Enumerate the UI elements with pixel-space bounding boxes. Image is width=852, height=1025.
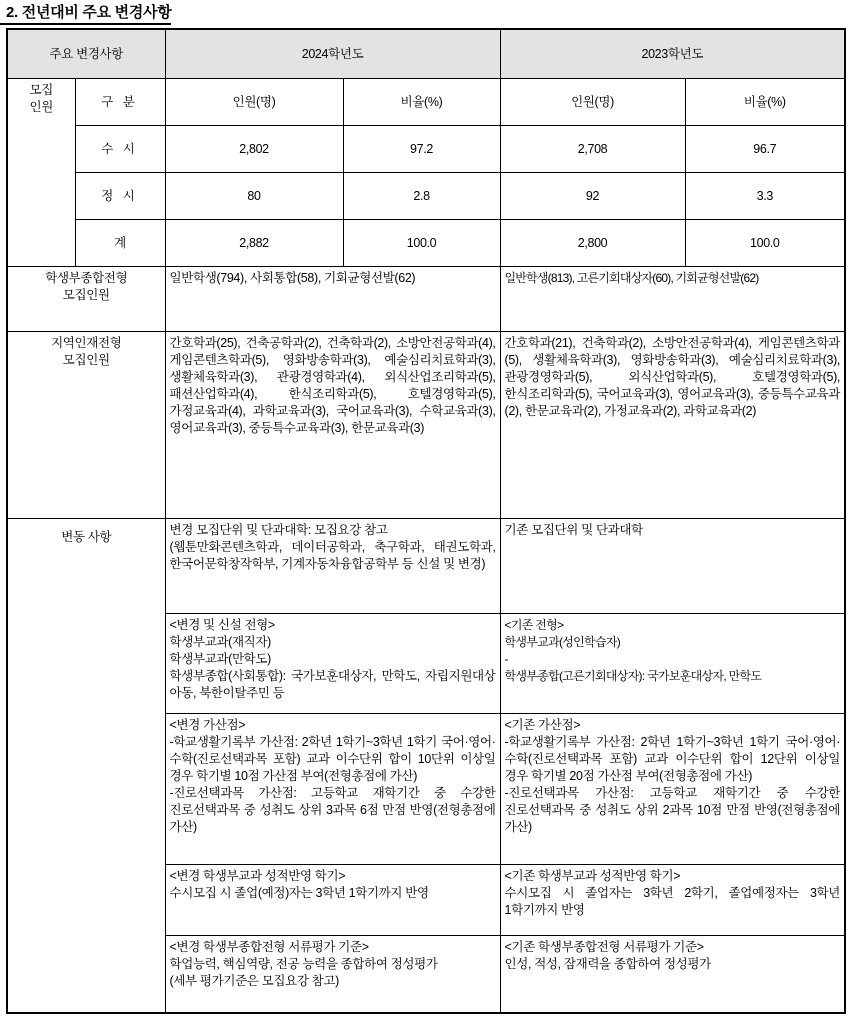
- quota-row-label-0: 수 시: [75, 126, 165, 173]
- subheader-old-ratio: 비율(%): [685, 79, 845, 126]
- quota-new-count-0: 2,802: [165, 126, 343, 173]
- local-talent-new-value: 간호학과(25), 건축공학과(2), 건축학과(2), 소방안전공학과(4), 게임콘텐츠학과(5), 영화방송학과(3), 예술심리치료학과(3), 생활체육학과(3), 관광경영학과(4), 외식산업조리학과(5), 패션산업학과(4), 한식조리학과(5), 호텔경영학과(5), 가정교육과(4), 과학교육과(3), 국어교육과(3), 수학교육과(3), 영어교육과(3), 중등특수교육과(3), 한문교육과(3): [165, 332, 500, 519]
- table-header-row: [7, 29, 845, 79]
- changes-new-0: 변경 모집단위 및 단과대학: 모집요강 참고 (웹툰만화콘텐츠학과, 데이터공학과, 축구학과, 태권도학과, 한국어문학창작학부, 기계자동차융합공학부 등 신설 및 변경): [165, 519, 500, 614]
- comprehensive-old-value: 일반학생(813), 고른기회대상자(60), 기회균형선발(62): [500, 267, 845, 332]
- changes-old-4: <기존 학생부종합전형 서류평가 기준> 인성, 적성, 잠재력을 종합하여 정성평가: [500, 936, 845, 1014]
- subheader-new-count: 인원(명): [165, 79, 343, 126]
- quota-old-count-1: 92: [500, 173, 685, 220]
- quota-old-ratio-0: 96.7: [685, 126, 845, 173]
- local-talent-old-value: 간호학과(21), 건축학과(2), 소방안전공학과(4), 게임콘텐츠학과(5), 생활체육학과(3), 영화방송학과(3), 예술심리치료학과(3), 관광경영학과(5), 외식산업학과(5), 호텔경영학과(5), 한식조리학과(5), 국어교육과(3), 영어교육과(3), 중등특수교육과(2), 한문교육과(2), 가정교육과(2), 과학교육과(2): [500, 332, 845, 519]
- table-row-changes-0: [7, 519, 845, 614]
- table-row: [7, 173, 845, 220]
- comprehensive-new-value: 일반학생(794), 사회통합(58), 기회균형선발(62): [165, 267, 500, 332]
- header-cell-year-2023: 2023학년도: [500, 29, 845, 79]
- row-group-label-quota: 모집 인원: [7, 79, 75, 267]
- quota-old-ratio-1: 3.3: [685, 173, 845, 220]
- page-title: 2. 전년대비 주요 변경사항: [0, 2, 171, 25]
- quota-old-count-0: 2,708: [500, 126, 685, 173]
- subheader-new-ratio: 비율(%): [343, 79, 500, 126]
- quota-old-count-2: 2,800: [500, 220, 685, 267]
- header-cell-year-2024: 2024학년도: [165, 29, 500, 79]
- changes-comparison-table: [6, 28, 846, 1014]
- changes-new-4: <변경 학생부종합전형 서류평가 기준> 학업능력, 핵심역량, 전공 능력을 종합하여 정성평가 (세부 평가기준은 모집요강 참고): [165, 936, 500, 1014]
- header-cell-changes: 주요 변경사항: [7, 29, 165, 79]
- changes-old-1: <기존 전형> 학생부교과(성인학습자) - 학생부종합(고른기회대상자): 국가보훈대상자, 만학도: [500, 614, 845, 714]
- subheader-old-count: 인원(명): [500, 79, 685, 126]
- section-label-comprehensive: 학생부종합전형 모집인원: [7, 267, 165, 332]
- table-subheader-row: [7, 79, 845, 126]
- quota-new-ratio-0: 97.2: [343, 126, 500, 173]
- changes-new-1: <변경 및 신설 전형> 학생부교과(재직자) 학생부교과(만학도) 학생부종합(사회통합): 국가보훈대상자, 만학도, 자립지원대상 아동, 북한이탈주민 등: [165, 614, 500, 714]
- quota-row-label-1: 정 시: [75, 173, 165, 220]
- quota-new-count-2: 2,882: [165, 220, 343, 267]
- quota-old-ratio-2: 100.0: [685, 220, 845, 267]
- section-label-local-talent: 지역인재전형 모집인원: [7, 332, 165, 519]
- changes-new-2: <변경 가산점> -학교생활기록부 가산점: 2학년 1학기~3학년 1학기 국어·영어·수학(진로선택과목 포함) 교과 이수단위 합이 10단위 이상일 경우 학기별 10점 가산점 부여(전형총점에 가산) -진로선택과목 가산점: 고등학교 재학기간 중 수강한 진로선택과목 중 성취도 상위 3과목 6점 만점 반영(전형총점에 가산): [165, 714, 500, 865]
- page-title-container: [0, 0, 852, 28]
- changes-old-3: <기존 학생부교과 성적반영 학기> 수시모집 시 졸업자는 3학년 2학기, 졸업예정자는 3학년 1학기까지 반영: [500, 865, 845, 936]
- quota-row-label-2: 계: [75, 220, 165, 267]
- table-row-comprehensive: [7, 267, 845, 332]
- quota-new-ratio-2: 100.0: [343, 220, 500, 267]
- changes-new-3: <변경 학생부교과 성적반영 학기> 수시모집 시 졸업(예정)자는 3학년 1학기까지 반영: [165, 865, 500, 936]
- quota-new-count-1: 80: [165, 173, 343, 220]
- changes-old-2: <기존 가산점> -학교생활기록부 가산점: 2학년 1학기~3학년 1학기 국어·영어·수학(진로선택과목 포함) 교과 이수단위 합이 12단위 이상일 경우 학기별 20점 가산점 부여(전형총점에 가산) -진로선택과목 가산점: 고등학교 재학기간 중 수강한 진로선택과목 중 성취도 상위 2과목 10점 만점 반영(전형총점에 가산): [500, 714, 845, 865]
- subheader-division: 구 분: [75, 79, 165, 126]
- table-row: [7, 220, 845, 267]
- table-row-local-talent: [7, 332, 845, 519]
- changes-old-0: 기존 모집단위 및 단과대학: [500, 519, 845, 614]
- table-row: [7, 126, 845, 173]
- section-label-changes: 변동 사항: [7, 519, 165, 1014]
- quota-new-ratio-1: 2.8: [343, 173, 500, 220]
